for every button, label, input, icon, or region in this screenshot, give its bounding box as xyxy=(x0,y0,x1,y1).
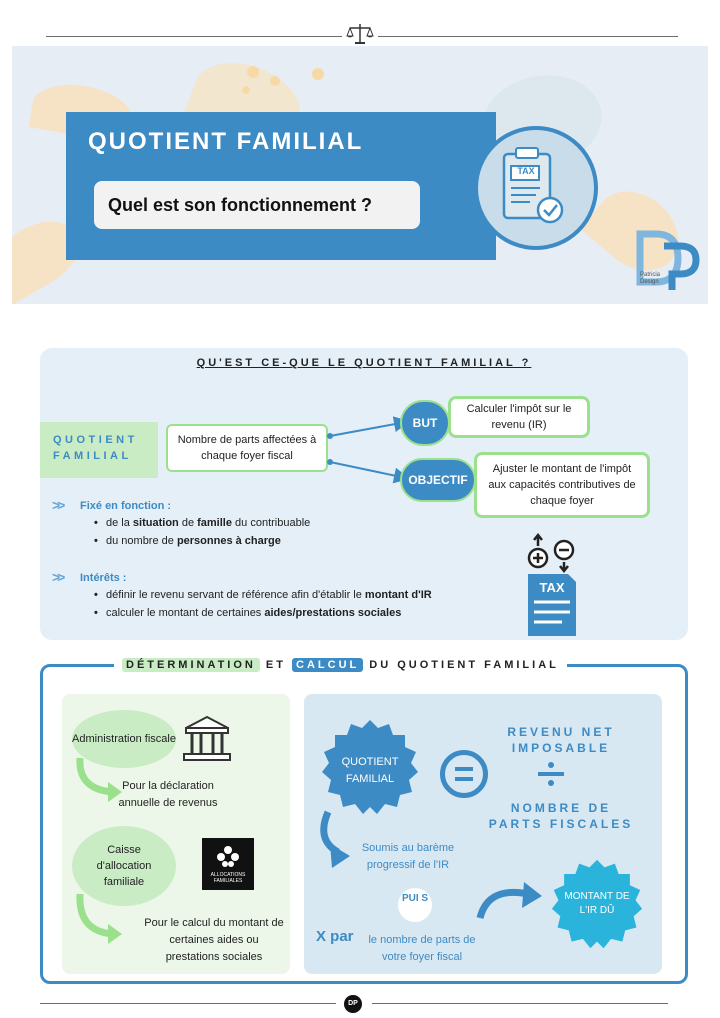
objectif-pill: OBJECTIF xyxy=(400,458,476,502)
qf-badge-label: QUOTIENT FAMILIAL xyxy=(341,756,399,785)
dp-logo-caption: Patricia Design xyxy=(640,272,661,285)
tax-document-icon xyxy=(500,146,570,228)
hero-title: QUOTIENT FAMILIAL xyxy=(88,128,364,155)
footer-rule-left xyxy=(40,1003,336,1004)
section-what-is-title: QU'EST CE-QUE LE QUOTIENT FAMILIAL ? xyxy=(196,357,532,369)
equals-icon xyxy=(440,750,488,798)
x-par-label: X par xyxy=(316,928,354,945)
scale-of-justice-icon xyxy=(346,22,374,46)
qf-label-line1: QUOTIENT xyxy=(53,434,138,446)
but-pill: BUT xyxy=(400,400,450,446)
divide-icon-dot xyxy=(548,762,554,768)
nb-parts-foyer-text: le nombre de parts de votre foyer fiscal xyxy=(368,934,476,963)
government-building-icon xyxy=(182,714,232,762)
nb-parts-box: Nombre de parts affectées à chaque foyer fiscal xyxy=(166,424,328,472)
footer-rule-right xyxy=(372,1003,668,1004)
decorative-dot xyxy=(312,68,324,80)
admin-fiscale-purpose: Pour la déclaration annuelle de revenus xyxy=(118,780,218,809)
right-curved-arrow-icon xyxy=(476,880,548,920)
interets-item: • définir le revenu servant de référence afin d'établir le montant d'IR xyxy=(106,589,432,601)
fixe-heading: Fixé en fonction : xyxy=(80,500,172,512)
chevron-double-icon: >> xyxy=(52,497,63,513)
divide-icon-bar xyxy=(538,772,564,776)
decorative-dot xyxy=(247,66,259,78)
curved-arrow-icon xyxy=(72,892,126,946)
divide-icon-dot xyxy=(548,780,554,786)
fixe-item: • de la situation de famille du contribuable xyxy=(106,517,310,529)
nombre-parts-fiscales: NOMBRE DE PARTS FISCALES xyxy=(488,801,634,831)
down-curved-arrow-icon xyxy=(316,810,360,870)
caf-logo-text: ALLOCATIONS FAMILIALES xyxy=(210,872,246,884)
qf-label-line2: FAMILIAL xyxy=(53,450,132,462)
caf-logo xyxy=(202,838,254,890)
caf-bubble: Caisse d'allocation familiale xyxy=(72,826,176,906)
decorative-dot xyxy=(242,86,250,94)
but-text-box: Calculer l'impôt sur le revenu (IR) xyxy=(448,396,590,438)
interets-item: • calculer le montant de certaines aides/prestations sociales xyxy=(106,607,401,619)
header-rule-right xyxy=(378,36,678,37)
hero-question: Quel est son fonctionnement ? xyxy=(94,181,420,229)
fixe-item: • du nombre de personnes à charge xyxy=(106,535,281,547)
caf-logo-symbol xyxy=(216,844,240,868)
puis-circle: PUI S xyxy=(398,888,432,922)
section-determination-title: DÉTERMINATION ET CALCUL DU QUOTIENT FAMILIAL xyxy=(114,656,567,674)
objectif-text-box: Ajuster le montant de l'impôt aux capacités contributives de chaque foyer xyxy=(474,452,650,518)
revenu-net-imposable: REVENU NET IMPOSABLE xyxy=(507,725,615,755)
decorative-dot xyxy=(270,76,280,86)
qf-label-box xyxy=(40,422,158,478)
montant-badge-label: MONTANT DE L'IR DÛ xyxy=(564,891,630,916)
bareme-text: Soumis au barème progressif de l'IR xyxy=(361,842,455,871)
interets-heading: Intérêts : xyxy=(80,572,127,584)
footer-dp-logo: DP xyxy=(344,995,362,1013)
tax-document-label: TAX xyxy=(517,166,535,176)
caf-purpose: Pour le calcul du montant de certaines aides ou prestations sociales xyxy=(144,917,284,963)
header-rule-left xyxy=(46,36,342,37)
tax-icon-label: TAX xyxy=(539,580,565,595)
admin-fiscale-bubble: Administration fiscale xyxy=(72,710,176,768)
chevron-double-icon: >> xyxy=(52,569,63,585)
